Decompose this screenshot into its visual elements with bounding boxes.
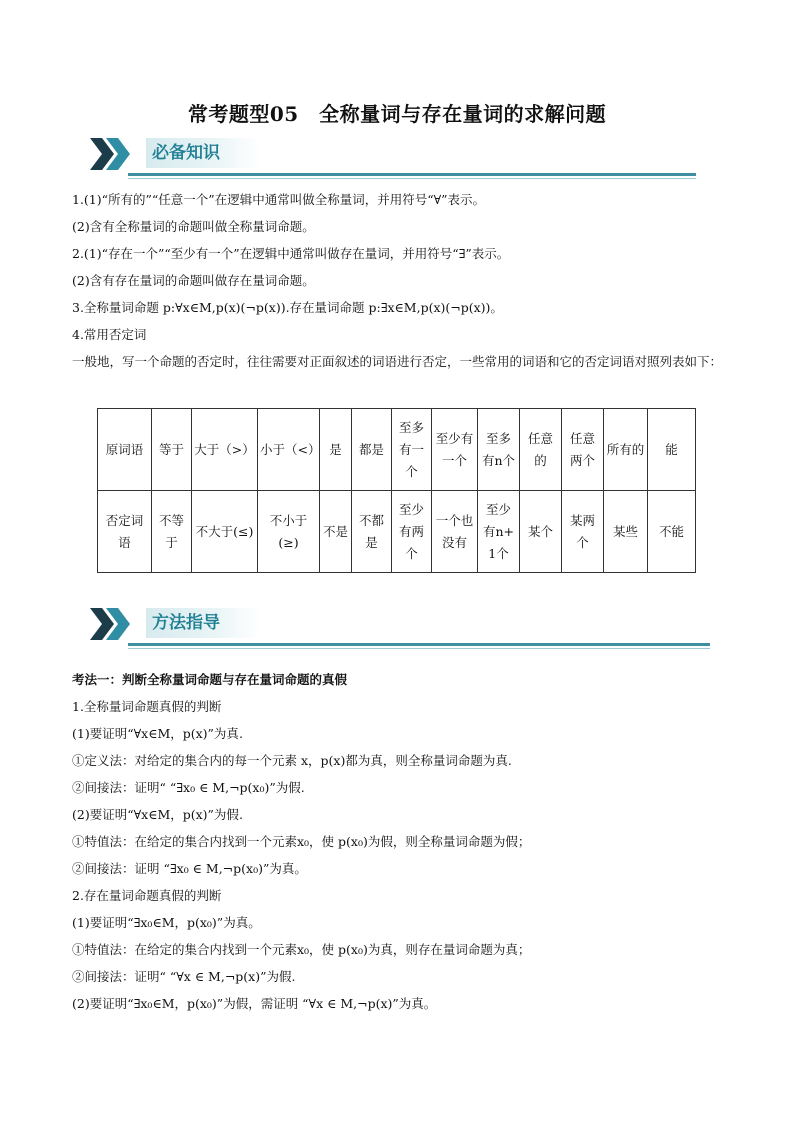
knowledge-line: (2)含有全称量词的命题叫做全称量词命题。 [72,219,315,234]
table-cell: 至少有两个 [392,491,432,573]
double-chevron-icon [88,136,134,172]
table-cell: 至少有n+1个 [478,491,520,573]
table-cell: 不能 [648,491,696,573]
method-line: ①特值法：在给定的集合内找到一个元素x₀，使 p(x₀)为真，则存在量词命题为真； [72,942,531,957]
table-cell: 都是 [352,409,392,491]
table-cell: 任意的 [520,409,562,491]
table-cell: 是 [320,409,352,491]
method-heading: 考法一：判断全称量词命题与存在量词命题的真假 [72,672,348,687]
knowledge-line: 2.(1)“存在一个”“至少有一个”在逻辑中通常叫做存在量词，并用符号“∃”表示。 [72,246,510,261]
method-line: 1.全称量词命题真假的判断 [72,699,222,714]
divider [128,643,710,646]
table-cell: 不等于 [152,491,192,573]
method-content [72,666,722,1017]
section-label: 方法指导 [146,608,260,638]
divider [128,648,710,649]
knowledge-paragraph: 一般地，写一个命题的否定时，往往需要对正面叙述的词语进行否定，一些常用的词语和它的否定词语对照列表如下： [72,354,723,369]
knowledge-content [72,186,722,375]
divider [128,178,696,179]
knowledge-line: (2)含有存在量词的命题叫做存在量词命题。 [72,273,315,288]
method-line: (2)要证明“∀x∈M，p(x)”为假. [72,807,243,822]
method-line: ②间接法：证明“ “∃x₀ ∈ M,¬p(x₀)”为假. [72,780,305,795]
table-cell: 至多有一个 [392,409,432,491]
method-line: 2.存在量词命题真假的判断 [72,888,222,903]
method-line: (2)要证明“∃x₀∈M，p(x₀)”为假，需证明 “∀x ∈ M,¬p(x)”为真。 [72,996,437,1011]
table-cell: 等于 [152,409,192,491]
table-cell: 一个也没有 [432,491,478,573]
table-cell: 至少有一个 [432,409,478,491]
method-line: ①定义法：对给定的集合内的每一个元素 x，p(x)都为真，则全称量词命题为真. [72,753,512,768]
table-cell: 不是 [320,491,352,573]
method-line: ①特值法：在给定的集合内找到一个元素x₀，使 p(x₀)为假，则全称量词命题为假； [72,834,531,849]
section-header-method [88,602,710,650]
table-cell: 否定词语 [98,491,152,573]
method-line: ②间接法：证明 “∃x₀ ∈ M,¬p(x₀)”为真。 [72,861,307,876]
page-title: 常考题型05 全称量词与存在量词的求解问题 [187,102,607,126]
knowledge-line: 1.(1)“所有的”“任意一个”在逻辑中通常叫做全称量词，并用符号“∀”表示。 [72,192,486,207]
table-cell: 任意两个 [562,409,604,491]
table-cell: 大于（>） [192,409,258,491]
table-cell: 某两个 [562,491,604,573]
knowledge-line: 3.全称量词命题 p:∀x∈M,p(x)(¬p(x)).存在量词命题 p:∃x∈M,p(x)(¬p(x))。 [72,300,503,315]
double-chevron-icon [88,606,134,642]
table-row [98,491,696,573]
table-cell: 原词语 [98,409,152,491]
negation-table [97,408,696,573]
section-header-knowledge [88,132,696,180]
divider [128,173,696,176]
method-line: (1)要证明“∀x∈M，p(x)”为真. [72,726,243,741]
table-cell: 不都是 [352,491,392,573]
table-cell: 不小于(≥) [258,491,320,573]
table-cell: 某个 [520,491,562,573]
method-line: (1)要证明“∃x₀∈M，p(x₀)”为真。 [72,915,261,930]
table-cell: 所有的 [604,409,648,491]
table-cell: 至多有n个 [478,409,520,491]
table-cell: 不大于(≤) [192,491,258,573]
method-line: ②间接法：证明“ “∀x ∈ M,¬p(x)”为假. [72,969,296,984]
table-cell: 某些 [604,491,648,573]
section-label: 必备知识 [146,138,260,168]
table-cell: 能 [648,409,696,491]
table-cell: 小于（<） [258,409,320,491]
knowledge-line: 4.常用否定词 [72,327,147,342]
table-row [98,409,696,491]
